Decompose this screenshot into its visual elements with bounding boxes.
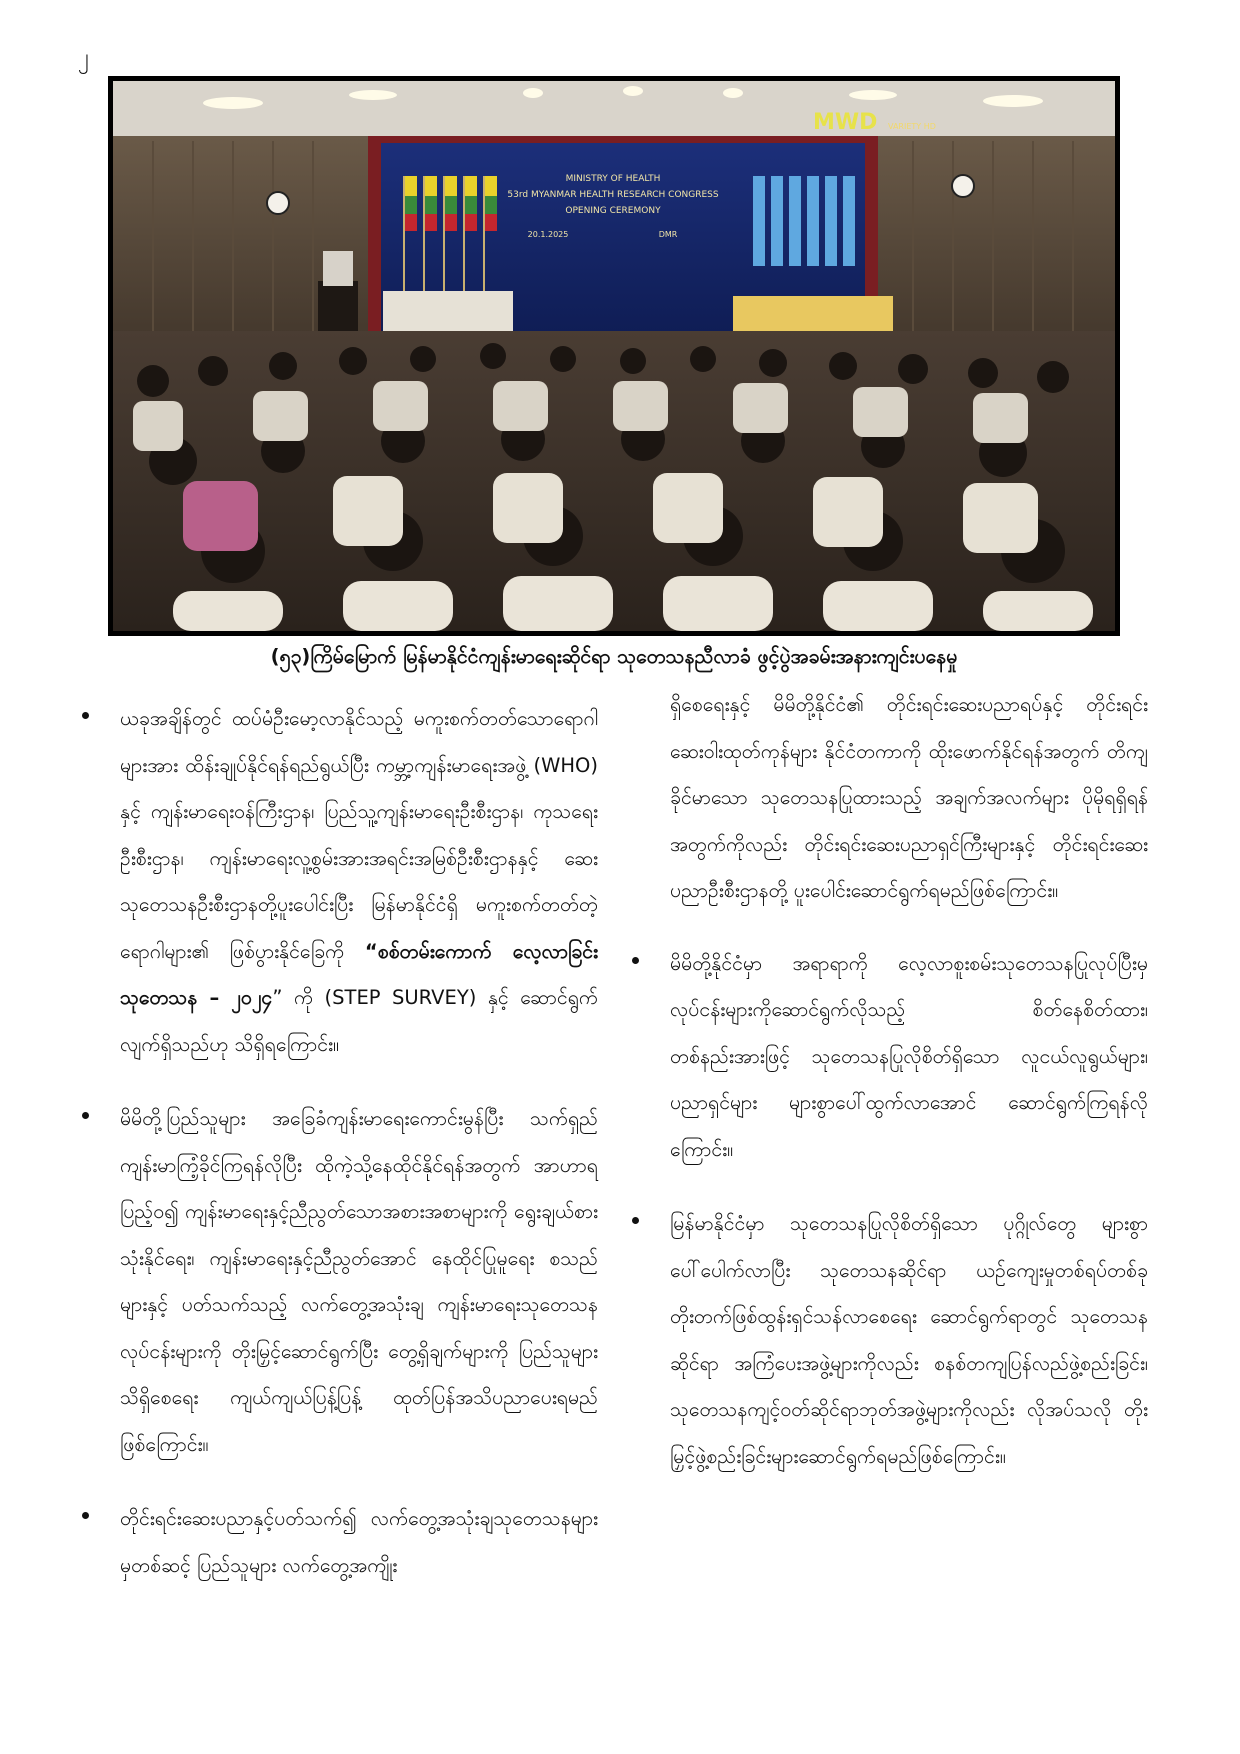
left-column: [120, 696, 598, 1617]
bullet-item: [120, 1496, 598, 1589]
bullet-item: [120, 1096, 598, 1468]
bullet-icon: [632, 1217, 639, 1224]
bullet-text: မိမိတို့ပြည်သူများ အခြေခံကျန်းမာရေးကောင်းမွန်ပြီး သက်ရှည်ကျန်းမာကြံ့ခိုင်ကြရန်လိုပြီး ထိုကဲ့သို့နေထိုင်နိုင်ရန်အတွက် အာဟာရပြည့်ဝ၍ ကျန်းမာရေးနှင့်ညီညွတ်သောအစားအစာများကို ရွေးချယ်စားသုံးနိုင်ရေး၊ ကျန်းမာရေးနှင့်ညီညွတ်အောင် နေထိုင်ပြုမူရေး စသည်များနှင့် ပတ်သက်သည့် လက်တွေ့အသုံးချ ကျန်းမာရေးသုတေသနလုပ်ငန်းများကို တိုးမြှင့်ဆောင်ရွက်ပြီး တွေ့ရှိချက်များကို ပြည်သူများသိရှိစေရေး ကျယ်ကျယ်ပြန့်ပြန့် ထုတ်ပြန်အသိပညာပေးရမည်ဖြစ်ကြောင်း။: [120, 1107, 598, 1456]
watermark-logo: MWD: [813, 110, 878, 135]
watermark-sub: VARIETY HD: [888, 122, 936, 131]
bullet-item: [670, 1201, 1148, 1480]
banner-line-3: OPENING CEREMONY: [565, 206, 661, 216]
bullet-item: [670, 941, 1148, 1174]
right-column: [670, 682, 1148, 1508]
bullet-text: မြန်မာနိုင်ငံမှာ သုတေသနပြုလိုစိတ်ရှိသော ပုဂ္ဂိုလ်တွေ များစွာပေါ်ပေါက်လာပြီး သုတေသနဆိုင်ရာ ယဉ်ကျေးမှုတစ်ရပ်တစ်ခု တိုးတက်ဖြစ်ထွန်းရှင်သန်လာစေရေး ဆောင်ရွက်ရာတွင် သုတေသနဆိုင်ရာ အကြံပေးအဖွဲ့များကိုလည်း စနစ်တကျပြန်လည်ဖွဲ့စည်းခြင်း၊ သုတေသနကျင့်ဝတ်ဆိုင်ရာဘုတ်အဖွဲ့များကိုလည်း လိုအပ်သလို တိုးမြှင့်ဖွဲ့စည်းခြင်းများဆောင်ရွက်ရမည်ဖြစ်ကြောင်း။: [670, 1212, 1148, 1468]
bullet-text: တိုင်းရင်းဆေးပညာနှင့်ပတ်သက်၍ လက်တွေ့အသုံးချသုတေသနများမှတစ်ဆင့် ပြည်သူများ လက်တွေ့အကျိုး: [120, 1507, 598, 1577]
page-number: ၂: [78, 45, 89, 70]
continued-text: ရှိစေရေးနှင့် မိမိတို့နိုင်ငံ၏ တိုင်းရင်းဆေးပညာရပ်နှင့် တိုင်းရင်းဆေးဝါးထုတ်ကုန်များ နိုင်ငံတကာကို ထိုးဖောက်နိုင်ရန်အတွက် တိကျခိုင်မာသော သုတေသနပြုထားသည့် အချက်အလက်များ ပိုမိုရရှိရန်အတွက်ကိုလည်း တိုင်းရင်းဆေးပညာရှင်ကြီးများနှင့် တိုင်းရင်းဆေးပညာဦးစီးဌာနတို့ ပူးပေါင်းဆောင်ရွက်ရမည်ဖြစ်ကြောင်း။: [670, 693, 1148, 902]
event-photo: [108, 76, 1120, 636]
banner-line-2: 53rd MYANMAR HEALTH RESEARCH CONGRESS: [507, 190, 719, 200]
bullet-icon: [82, 1512, 89, 1519]
banner-org: DMR: [658, 230, 678, 239]
bullet-item: [120, 696, 598, 1068]
banner-line-1: MINISTRY OF HEALTH: [565, 174, 661, 184]
bullet-icon: [82, 712, 89, 719]
photo-caption: (၅၃)ကြိမ်မြောက် မြန်မာနိုင်ငံကျန်းမာရေးဆိုင်ရာ သုတေသနညီလာခံ ဖွင့်ပွဲအခမ်းအနားကျင်းပနေမှု: [270, 645, 958, 668]
bullet-icon: [82, 1112, 89, 1119]
bullet-text: ယခုအချိန်တွင် ထပ်မံဦးမော့လာနိုင်သည့် မကူးစက်တတ်သောရောဂါများအား ထိန်းချုပ်နိုင်ရန်ရည်ရွယ်ပြီး ကမ္ဘာ့ကျန်းမာရေးအဖွဲ့ (WHO) နှင့် ကျန်းမာရေးဝန်ကြီးဌာန၊ ပြည်သူ့ကျန်းမာရေးဦးစီးဌာန၊ ကုသရေးဦးစီးဌာန၊ ကျန်းမာရေးလူ့စွမ်းအားအရင်းအမြစ်ဦးစီးဌာနနှင့် ဆေးသုတေသနဦးစီးဌာနတို့ပူးပေါင်းပြီး မြန်မာနိုင်ငံရှိ မကူးစက်တတ်တဲ့ရောဂါများ၏ ဖြစ်ပွားနိုင်ခြေကို “စစ်တမ်းကောက် လေ့လာခြင်းသုတေသန – ၂၀၂၄” ကို (STEP SURVEY) နှင့် ဆောင်ရွက်လျက်ရှိသည်ဟု သိရှိရကြောင်း။: [120, 707, 598, 1056]
bullet-icon: [632, 957, 639, 964]
bold-term: “စစ်တမ်းကောက် လေ့လာခြင်းသုတေသန – ၂၀၂၄: [120, 939, 598, 1009]
bullet-text: မိမိတို့နိုင်ငံမှာ အရာရာကို လေ့လာစူးစမ်းသုတေသနပြုလုပ်ပြီးမှ လုပ်ငန်းများကိုဆောင်ရွက်လိုသည့် စိတ်နေစိတ်ထား၊ တစ်နည်းအားဖြင့် သုတေသနပြုလိုစိတ်ရှိသော လူငယ်လူရွယ်များ၊ ပညာရှင်များ များစွာပေါ်ထွက်လာအောင် ဆောင်ရွက်ကြရန်လိုကြောင်း။: [670, 951, 1148, 1161]
banner-date: 20.1.2025: [527, 230, 569, 239]
